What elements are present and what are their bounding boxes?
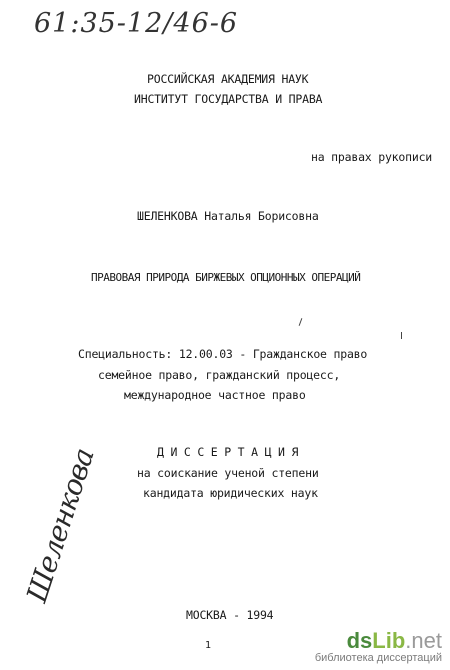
specialty-line-1: Специальность: 12.00.03 - Гражданское право	[78, 347, 368, 361]
degree-line-2: кандидата юридических наук	[143, 486, 318, 500]
stray-mark	[401, 332, 402, 339]
watermark-logo-text	[315, 630, 442, 652]
library-watermark-logo	[315, 630, 442, 664]
dissertation-heading: Д И С С Е Р Т А Ц И Я	[157, 445, 299, 459]
manuscript-note: на правах рукописи	[311, 150, 433, 164]
watermark-logo-ds: ds	[346, 628, 373, 653]
handwritten-archive-code: 61:35-12/46-6	[34, 8, 239, 39]
watermark-logo-net: .net	[405, 628, 442, 653]
handwritten-signature: Шеленкова	[20, 444, 101, 607]
degree-line-1: на соискание ученой степени	[137, 466, 319, 480]
stray-mark	[299, 318, 303, 326]
city-year: МОСКВА - 1994	[186, 608, 274, 622]
page-number: 1	[205, 640, 211, 651]
academy-name: РОССИЙСКАЯ АКАДЕМИЯ НАУК	[147, 72, 309, 86]
institute-name: ИНСТИТУТ ГОСУДАРСТВА И ПРАВА	[134, 92, 323, 106]
specialty-line-2: семейное право, гражданский процесс,	[98, 368, 341, 382]
dissertation-title: ПРАВОВАЯ ПРИРОДА БИРЖЕВЫХ ОПЦИОННЫХ ОПЕРАЦИЙ	[91, 271, 361, 284]
specialty-line-3: международное частное право	[124, 388, 306, 402]
author-name: ШЕЛЕНКОВА Наталья Борисовна	[137, 209, 319, 223]
watermark-subtitle: библиотека диссертаций	[314, 652, 442, 664]
watermark-logo-lib: Lib	[372, 628, 406, 653]
